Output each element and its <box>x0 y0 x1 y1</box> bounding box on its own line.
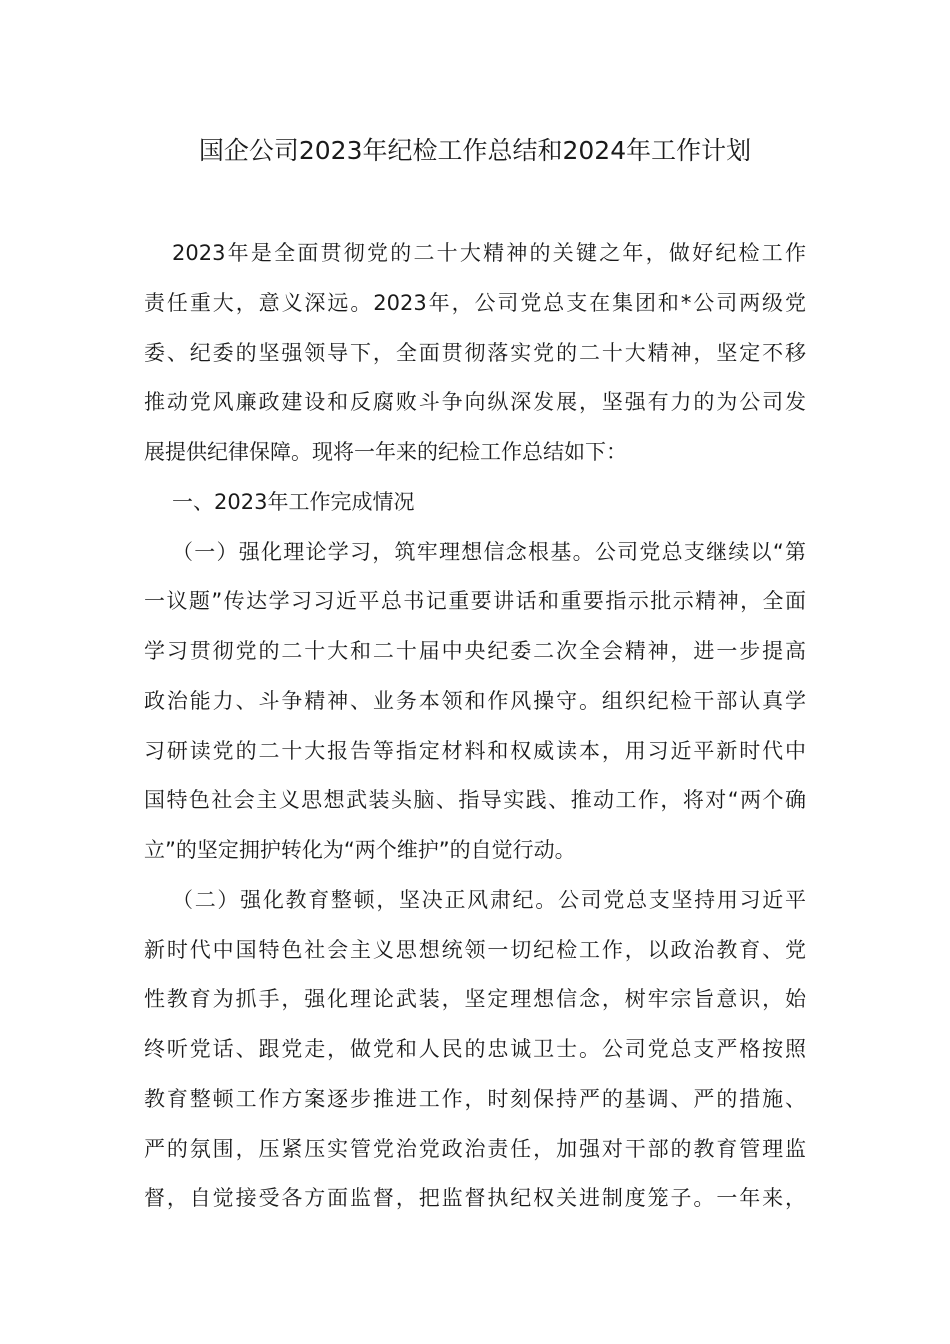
paragraph-line: 严的氛围，压紧压实管党治党政治责任，加强对干部的教育管理监 <box>144 1136 806 1161</box>
paragraph-line: 一议题”传达学习习近平总书记重要讲话和重要指示批示精神，全面 <box>144 589 806 614</box>
paragraph-line: 2023年是全面贯彻党的二十大精神的关键之年，做好纪检工作 <box>172 241 806 265</box>
paragraph-line: 国特色社会主义思想武装头脑、指导实践、推动工作，将对“两个确 <box>144 788 806 813</box>
paragraph-line: 责任重大，意义深远。2023年，公司党总支在集团和*公司两级党 <box>144 290 806 315</box>
paragraph-line: 学习贯彻党的二十大和二十届中央纪委二次全会精神，进一步提高 <box>144 639 806 663</box>
paragraph-line: 新时代中国特色社会主义思想统领一切纪检工作，以政治教育、党 <box>144 937 806 962</box>
paragraph-line: （二）强化教育整顿，坚决正风肃纪。公司党总支坚持用习近平 <box>172 887 806 912</box>
section-heading: 一、2023年工作完成情况 <box>172 489 415 514</box>
paragraph-line: 教育整顿工作方案逐步推进工作，时刻保持严的基调、严的措施、 <box>144 1086 806 1111</box>
paragraph-line: 推动党风廉政建设和反腐败斗争向纵深发展，坚强有力的为公司发 <box>144 390 806 415</box>
paragraph-line: 习研读党的二十大报告等指定材料和权威读本，用习近平新时代中 <box>144 738 806 763</box>
paragraph-line: 性教育为抓手，强化理论武装，坚定理想信念，树牢宗旨意识，始 <box>144 987 806 1012</box>
paragraph-line: 委、纪委的坚强领导下，全面贯彻落实党的二十大精神，坚定不移 <box>144 340 806 365</box>
paragraph-line: 终听党话、跟党走，做党和人民的忠诚卫士。公司党总支严格按照 <box>144 1037 806 1061</box>
paragraph-line: 督，自觉接受各方面监督，把监督执纪权关进制度笼子。一年来， <box>144 1186 806 1211</box>
paragraph-line: （一）强化理论学习，筑牢理想信念根基。公司党总支继续以“第 <box>172 539 806 564</box>
paragraph-line: 立”的坚定拥护转化为“两个维护”的自觉行动。 <box>144 838 576 862</box>
document-title: 国企公司2023年纪检工作总结和2024年工作计划 <box>198 136 752 165</box>
document-body <box>144 229 806 1224</box>
paragraph-line: 政治能力、斗争精神、业务本领和作风操守。组织纪检干部认真学 <box>144 688 806 713</box>
paragraph-line: 展提供纪律保障。现将一年来的纪检工作总结如下： <box>144 440 627 464</box>
